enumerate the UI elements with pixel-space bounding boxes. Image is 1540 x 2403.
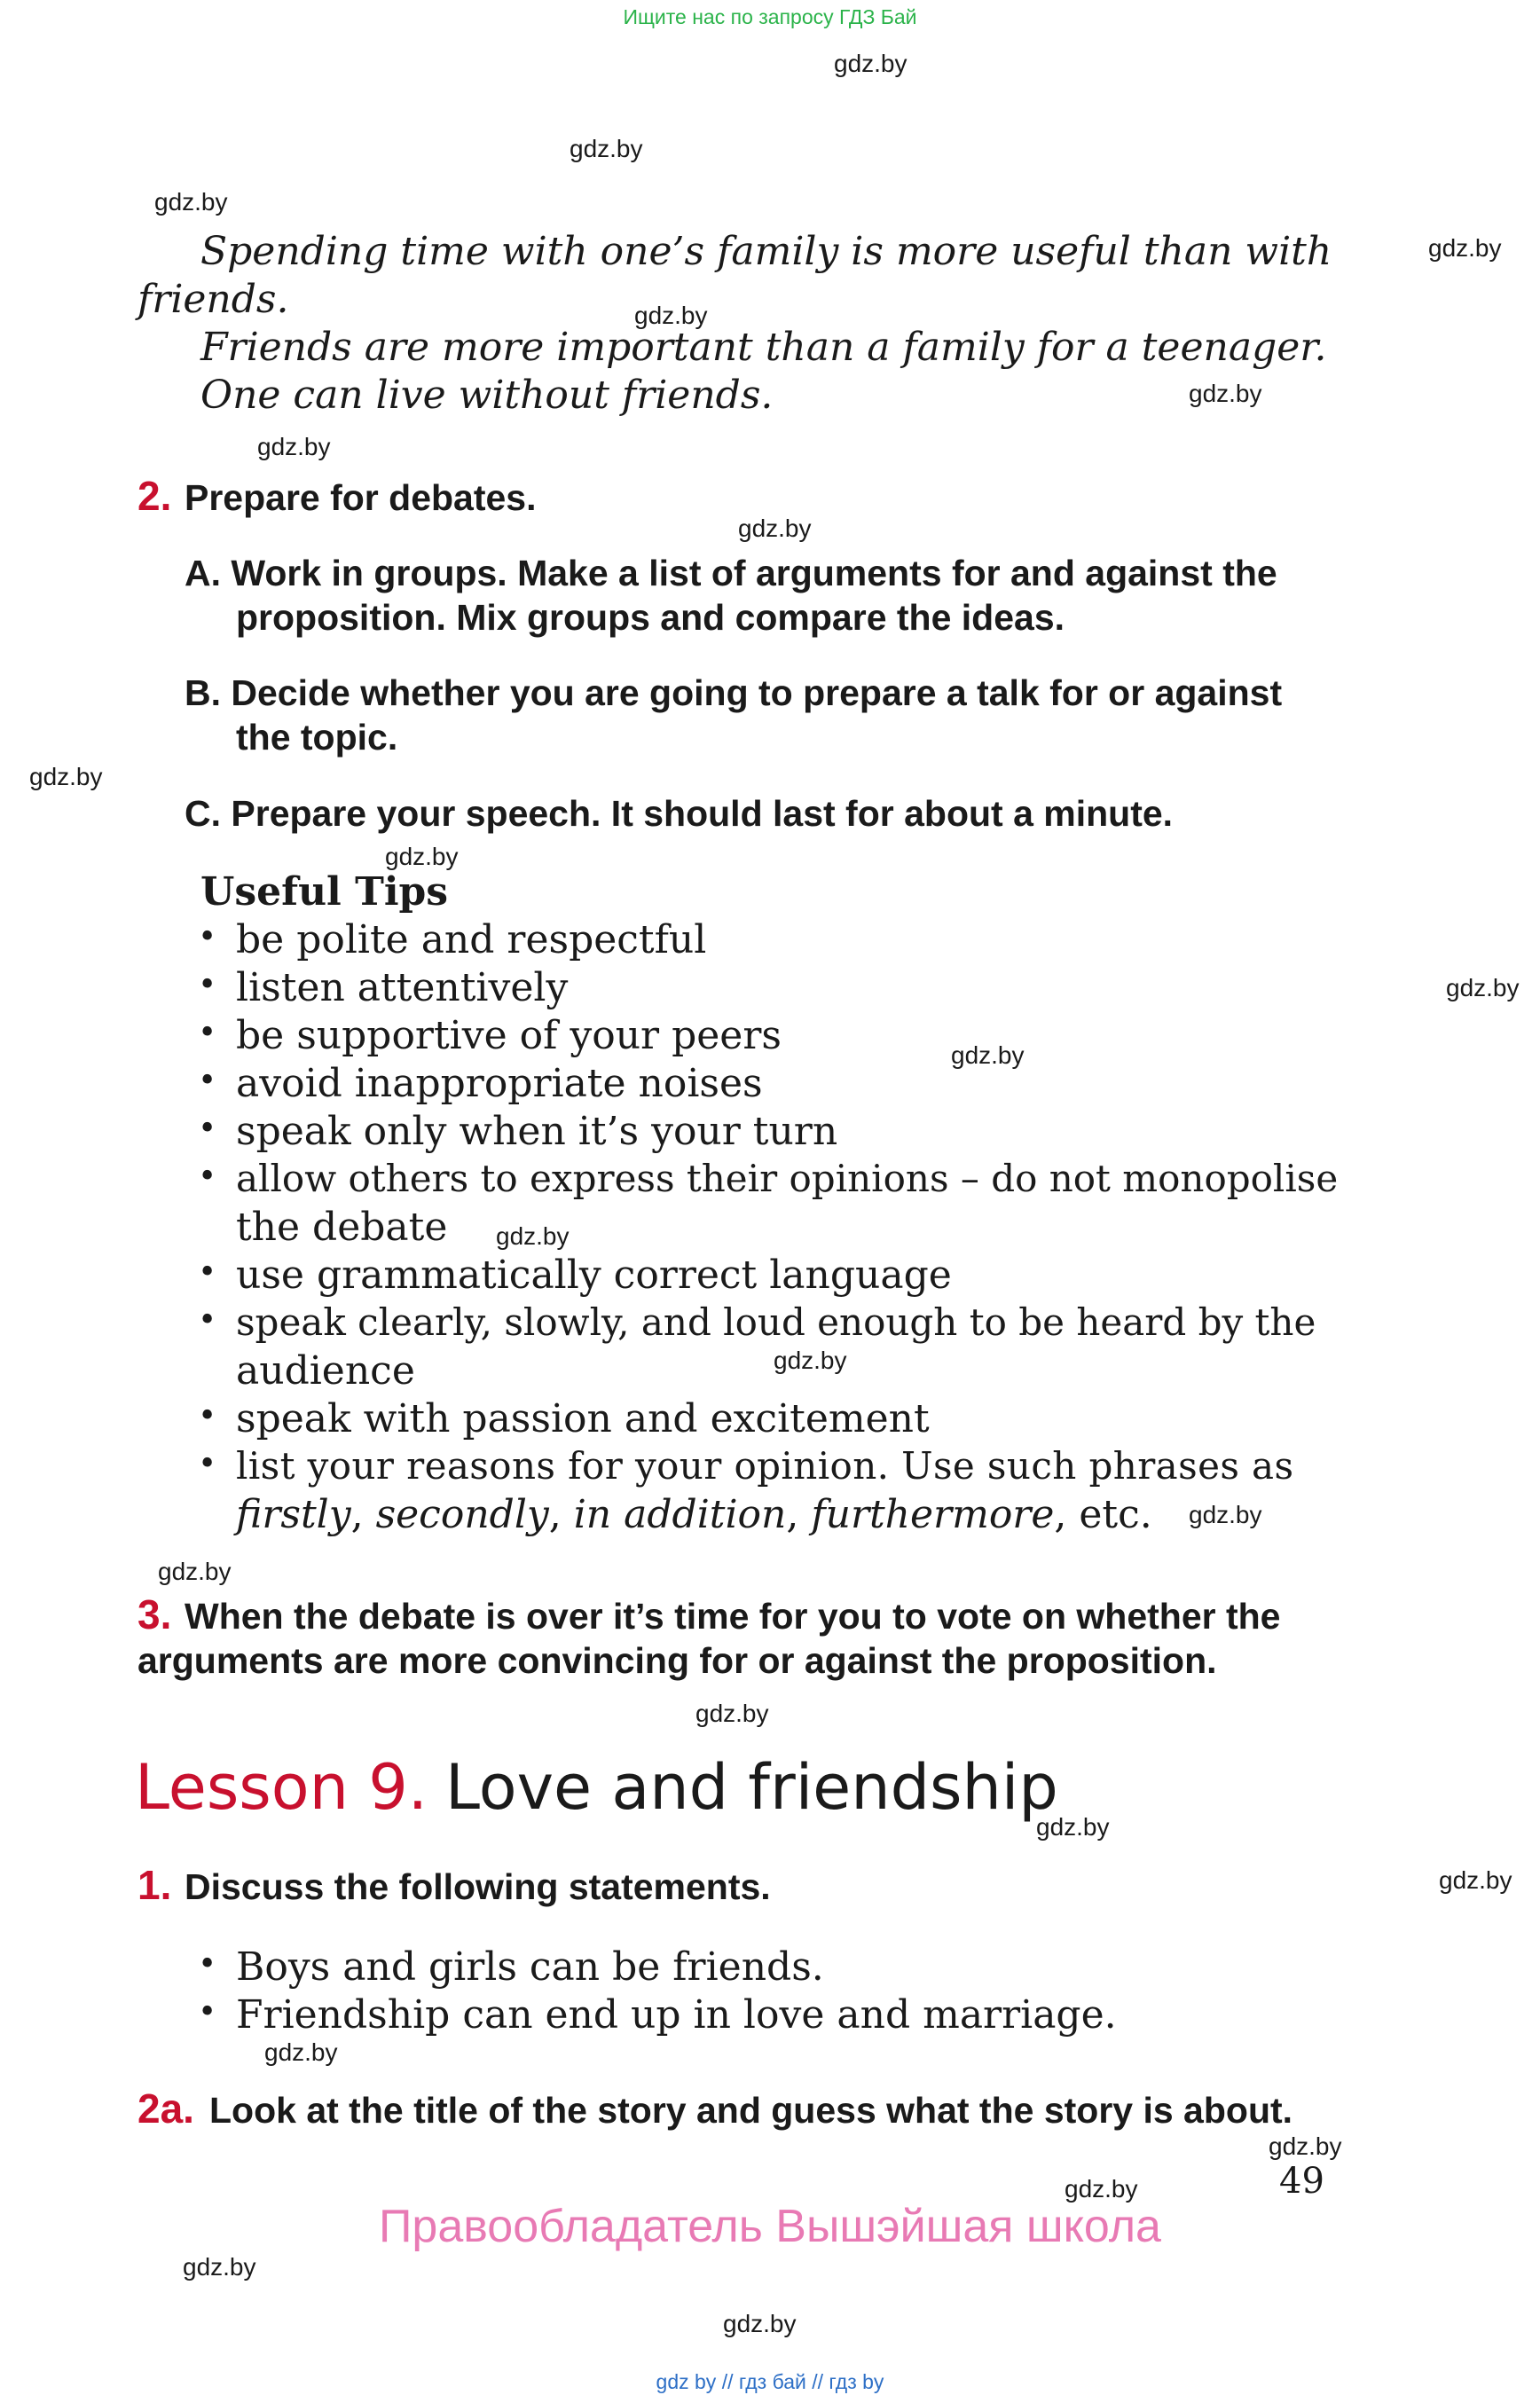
watermark: gdz.by <box>1269 2132 1342 2160</box>
watermark: gdz.by <box>496 1222 570 1250</box>
watermark: gdz.by <box>1189 1501 1262 1528</box>
watermark: gdz.by <box>1446 974 1520 1001</box>
copyright-notice: Правообладатель Вышэйшая школа <box>379 2201 1161 2252</box>
watermark: gdz.by <box>385 843 459 870</box>
lesson-number: Lesson 9. <box>135 1751 428 1824</box>
bullet-icon: • <box>198 1994 217 2030</box>
task-text-cont: arguments are more convincing for or against the proposition. <box>138 1640 1217 1681</box>
statement-line: One can live without friends. <box>200 373 774 418</box>
bullet-icon: • <box>198 967 217 1003</box>
watermark: gdz.by <box>29 763 103 790</box>
task-number: 2. <box>138 473 172 519</box>
tip-item-cont: the debate <box>236 1205 448 1250</box>
tip-item: listen attentively <box>236 965 569 1010</box>
footer-links: gdz by // гдз бай // гдз by <box>656 2370 884 2393</box>
tip-item-cont: audience <box>236 1348 415 1394</box>
watermark: gdz.by <box>695 1700 769 1727</box>
watermark: gdz.by <box>1439 1866 1512 1894</box>
separator: , <box>786 1492 812 1537</box>
tip-item: list your reasons for your opinion. Use such phrases as <box>236 1444 1294 1488</box>
task-title: Prepare for debates. <box>185 477 537 518</box>
tip-item: allow others to express their opinions – do not monopolise <box>236 1157 1339 1200</box>
tip-item: use grammatically correct language <box>236 1253 952 1298</box>
phrase: in addition <box>573 1492 787 1537</box>
page-number: 49 <box>1279 2161 1324 2202</box>
task-number: 1. <box>138 1862 172 1908</box>
bullet-icon: • <box>198 1398 217 1434</box>
bullet-icon: • <box>198 1063 217 1099</box>
tip-item: speak clearly, slowly, and loud enough to be heard by the <box>236 1300 1316 1344</box>
subtask-a-cont: proposition. Mix groups and compare the ideas. <box>236 597 1065 638</box>
watermark: gdz.by <box>634 302 708 329</box>
tip-item: speak only when it’s your turn <box>236 1109 838 1154</box>
subtask-a: A. Work in groups. Make a list of arguments for and against the <box>185 553 1277 593</box>
subtask-b: B. Decide whether you are going to prepare a talk for or against <box>185 672 1283 713</box>
bullet-icon: • <box>198 1015 217 1051</box>
watermark: gdz.by <box>723 2310 797 2337</box>
watermark: gdz.by <box>774 1347 847 1374</box>
task-title: Look at the title of the story and guess what the story is about. <box>209 2090 1293 2131</box>
phrase: furthermore <box>811 1492 1055 1537</box>
lesson-title: Love and friendship <box>445 1751 1058 1824</box>
phrase: firstly <box>236 1492 351 1537</box>
task-title: Discuss the following statements. <box>185 1866 771 1907</box>
statement-line: friends. <box>138 277 289 322</box>
watermark: gdz.by <box>154 188 228 216</box>
bullet-icon: • <box>198 1946 217 1983</box>
statement-item: Boys and girls can be friends. <box>236 1944 824 1990</box>
task-number: 3. <box>138 1591 172 1637</box>
watermark: gdz.by <box>738 514 812 542</box>
bullet-icon: • <box>198 1254 217 1291</box>
statement-item: Friendship can end up in love and marriage. <box>236 1992 1117 2038</box>
bullet-icon: • <box>198 919 217 955</box>
bullet-icon: • <box>198 1302 217 1339</box>
bullet-icon: • <box>198 1446 217 1482</box>
watermark: gdz.by <box>1065 2175 1138 2203</box>
bullet-icon: • <box>198 1158 217 1195</box>
watermark: gdz.by <box>1036 1813 1110 1841</box>
separator: , <box>350 1492 376 1537</box>
tip-item: speak with passion and excitement <box>236 1396 930 1441</box>
tip-item: be polite and respectful <box>236 917 707 962</box>
watermark: gdz.by <box>570 135 643 162</box>
watermark: gdz.by <box>264 2038 338 2066</box>
watermark: gdz.by <box>1189 380 1262 407</box>
lesson-heading <box>135 1751 1058 1824</box>
watermark: gdz.by <box>951 1041 1025 1069</box>
tip-item-cont <box>236 1492 1152 1537</box>
tip-item: avoid inappropriate noises <box>236 1061 763 1106</box>
statement-line: Friends are more important than a family for a teenager. <box>200 325 1327 370</box>
watermark: gdz.by <box>257 433 331 460</box>
task-number: 2a. <box>138 2085 194 2132</box>
top-banner: Ищите нас по запросу ГДЗ Бай <box>623 5 917 28</box>
statement-line: Spending time with one’s family is more useful than with <box>200 229 1332 274</box>
watermark: gdz.by <box>1428 234 1502 262</box>
tip-item: be supportive of your peers <box>236 1013 782 1058</box>
separator: , etc. <box>1054 1492 1152 1537</box>
phrase: secondly <box>375 1492 549 1537</box>
separator: , <box>548 1492 574 1537</box>
watermark: gdz.by <box>158 1558 232 1585</box>
subtask-c: C. Prepare your speech. It should last for about a minute. <box>185 793 1174 834</box>
bullet-icon: • <box>198 1111 217 1147</box>
tips-title: Useful Tips <box>200 869 449 915</box>
watermark: gdz.by <box>183 2253 256 2281</box>
subtask-b-cont: the topic. <box>236 717 398 758</box>
watermark: gdz.by <box>834 50 908 77</box>
task-text: When the debate is over it’s time for you to vote on whether the <box>185 1596 1281 1637</box>
